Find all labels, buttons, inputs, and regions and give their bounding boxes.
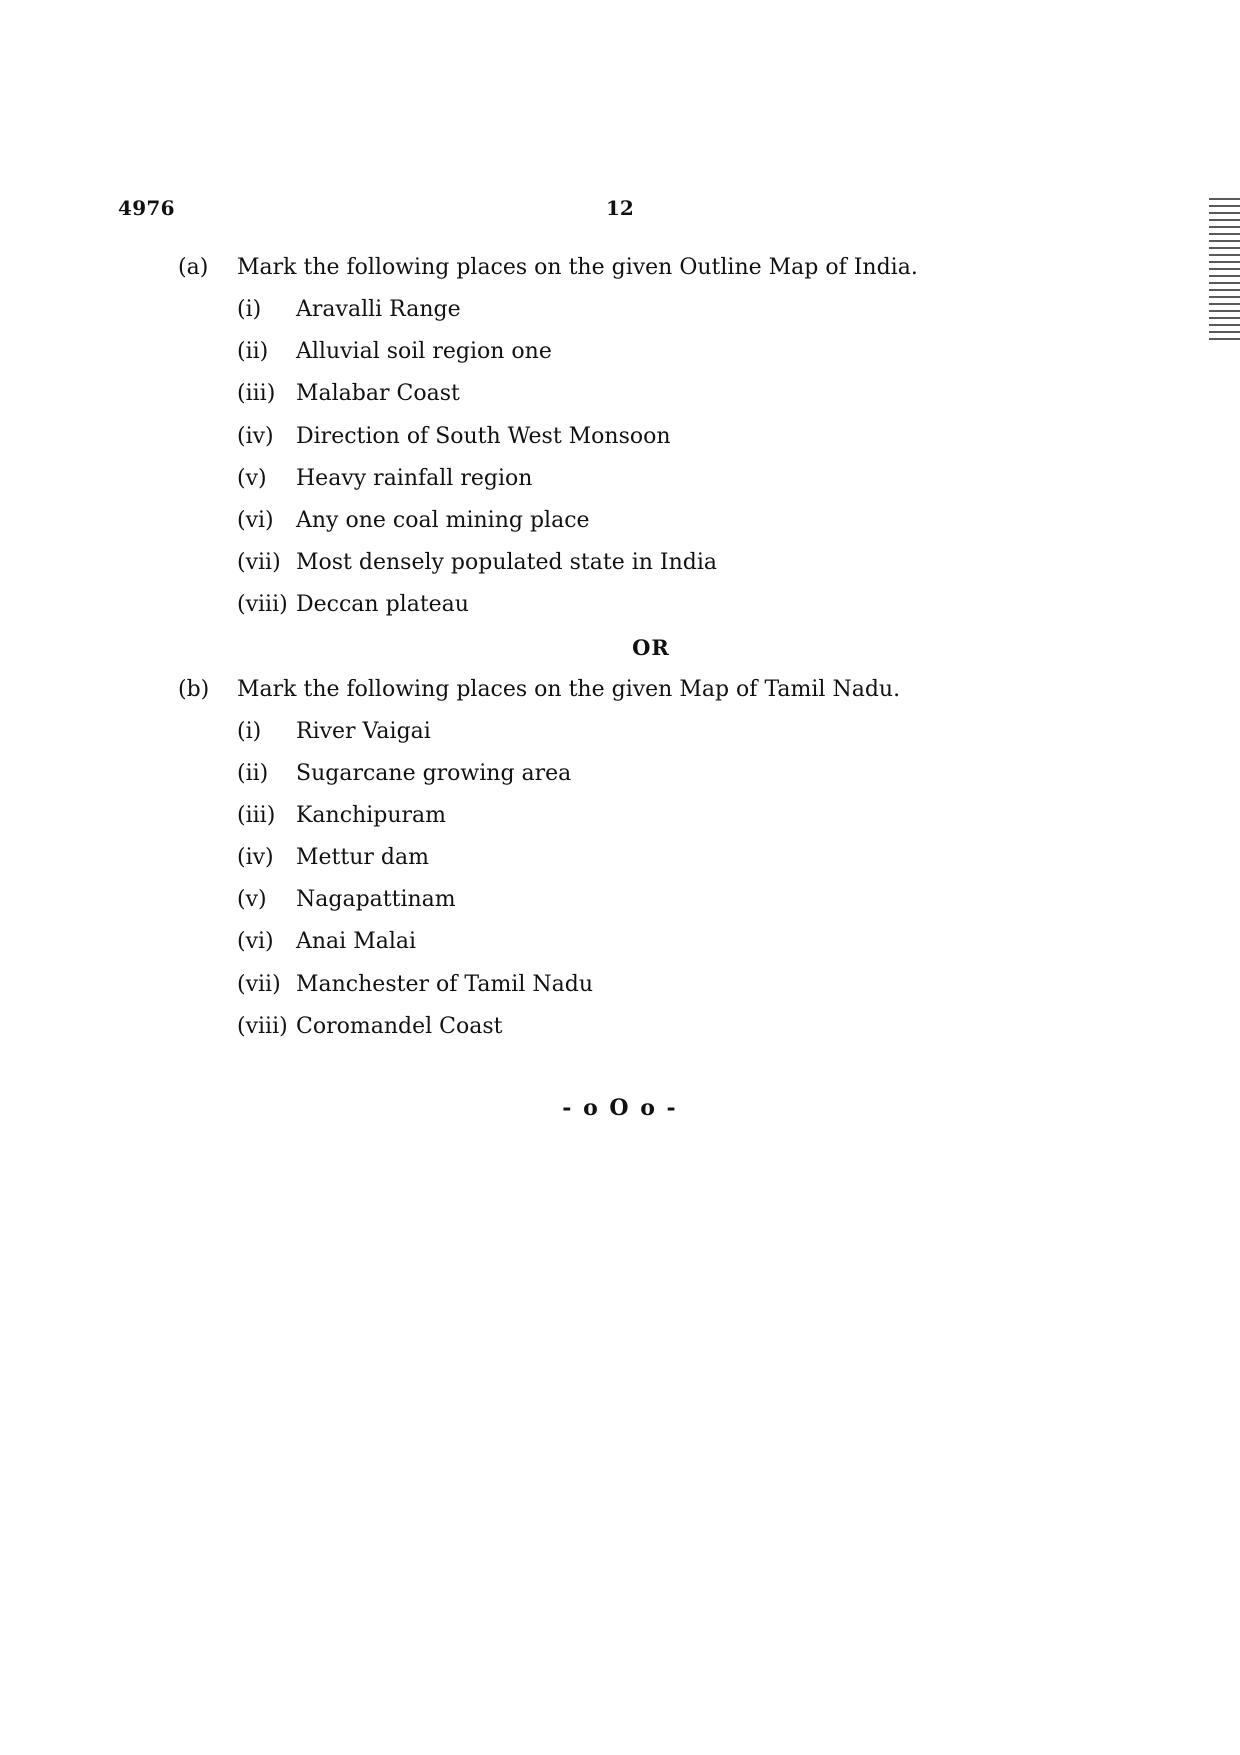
- item-text: Alluvial soil region one: [296, 339, 552, 365]
- item-text: Anai Malai: [296, 929, 417, 955]
- list-item: [0, 500, 1240, 542]
- item-label: (iv): [237, 845, 274, 871]
- item-text: Direction of South West Monsoon: [296, 423, 671, 449]
- item-label: (vii): [237, 550, 281, 576]
- list-item: [0, 1006, 1240, 1048]
- list-item: [0, 795, 1240, 837]
- item-label: (ii): [237, 339, 269, 365]
- list-item: [0, 331, 1240, 373]
- item-label: (vii): [237, 971, 281, 997]
- list-item: [0, 289, 1240, 331]
- question-label: (b): [178, 676, 210, 702]
- page-number: 12: [606, 196, 634, 220]
- or-divider: OR: [632, 634, 670, 660]
- item-text: River Vaigai: [296, 718, 431, 744]
- item-text: Most densely populated state in India: [296, 550, 717, 576]
- item-text: Kanchipuram: [296, 802, 446, 828]
- list-item: [0, 458, 1240, 500]
- item-label: (viii): [237, 1013, 288, 1039]
- list-item: [0, 921, 1240, 963]
- item-label: (i): [237, 718, 262, 744]
- list-item: [0, 753, 1240, 795]
- item-text: Heavy rainfall region: [296, 465, 533, 491]
- list-item: [0, 373, 1240, 415]
- item-text: Nagapattinam: [296, 887, 456, 913]
- item-label: (iii): [237, 381, 276, 407]
- item-label: (v): [237, 887, 267, 913]
- question-label: (a): [178, 255, 209, 280]
- item-label: (viii): [237, 592, 288, 618]
- list-item: [0, 837, 1240, 879]
- list-item: [0, 542, 1240, 584]
- list-item: [0, 584, 1240, 626]
- list-item: [0, 416, 1240, 458]
- question-text: Mark the following places on the given Outline Map of India.: [237, 255, 918, 280]
- item-label: (vi): [237, 507, 274, 533]
- item-label: (iv): [237, 423, 274, 449]
- item-label: (i): [237, 297, 262, 322]
- item-label: (ii): [237, 760, 269, 786]
- item-text: Deccan plateau: [296, 592, 469, 618]
- item-text: Any one coal mining place: [296, 507, 590, 533]
- item-text: Malabar Coast: [296, 381, 460, 407]
- question-text: Mark the following places on the given Map of Tamil Nadu.: [237, 676, 901, 702]
- item-label: (v): [237, 465, 267, 491]
- list-item: [0, 879, 1240, 921]
- list-item: [0, 964, 1240, 1006]
- item-text: Sugarcane growing area: [296, 760, 572, 786]
- paper-code: 4976: [118, 196, 175, 220]
- page-header: [0, 196, 1240, 226]
- item-label: (iii): [237, 802, 276, 828]
- item-text: Coromandel Coast: [296, 1013, 503, 1039]
- item-label: (vi): [237, 929, 274, 955]
- item-text: Manchester of Tamil Nadu: [296, 971, 593, 997]
- item-text: Mettur dam: [296, 845, 429, 871]
- question-b: [0, 669, 1240, 711]
- end-of-paper-mark: - o O o -: [562, 1095, 678, 1121]
- list-item: [0, 711, 1240, 753]
- question-a: [0, 247, 1240, 289]
- item-text: Aravalli Range: [296, 297, 461, 322]
- question-content: [0, 247, 1240, 1048]
